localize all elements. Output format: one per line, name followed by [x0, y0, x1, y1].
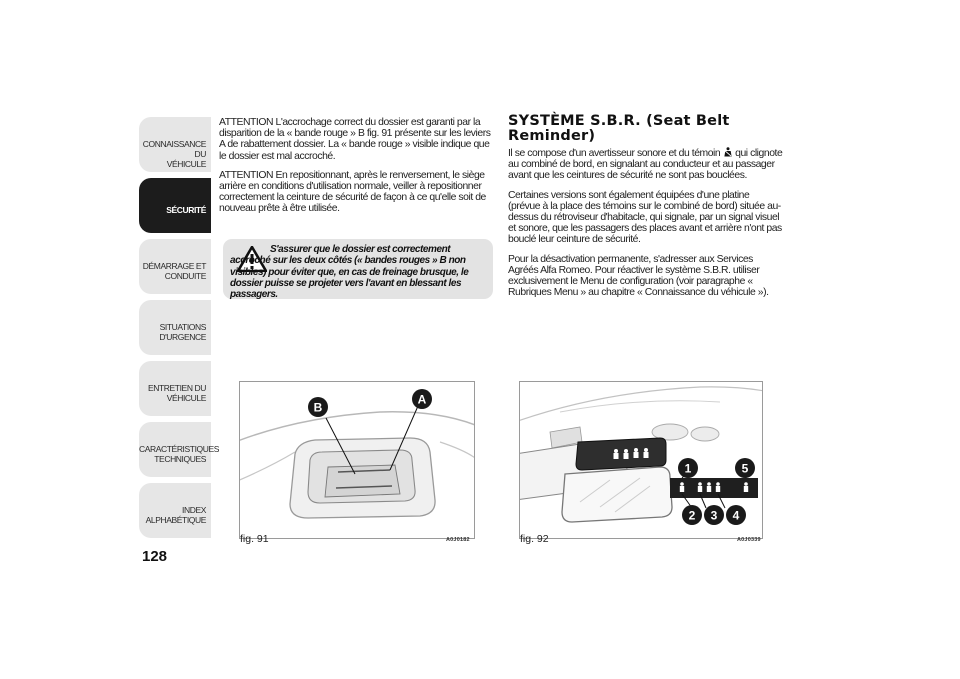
- svg-text:2: 2: [688, 508, 696, 523]
- seat-lever-illustration: [240, 382, 475, 539]
- figure-92-code: A0J0339: [737, 537, 761, 543]
- sbr-paragraph-3: Pour la désactivation permanente, s'adresser aux Services Agréés Alfa Romeo. Pour réactiver le système S.B.R. utiliser exclusivement le Menu de configuration (voir paragraphe « Rubriques Menu » au chapitre « Connaissance du véhicule »).: [508, 253, 769, 299]
- right-column: [508, 147, 783, 306]
- tab-securite[interactable]: SÉCURITÉ: [139, 178, 211, 233]
- tab-caracteristiques-techniques[interactable]: CARACTÉRISTIQUES TECHNIQUES: [139, 422, 211, 477]
- figure-91-caption: fig. 91: [240, 533, 269, 545]
- seatbelt-icon: [723, 147, 733, 157]
- section-heading: SYSTÈME S.B.R. (Seat Belt Reminder): [508, 113, 730, 144]
- attention-paragraph-1: ATTENTION L'accrochage correct du dossier est garanti par la disparition de la « bande rouge » B fig. 91 présente sur les leviers A de rabattement dossier. La « bande rouge » visible indique que le dossier est mal accroché.: [219, 117, 491, 162]
- figure-91-code: A0J0182: [446, 537, 470, 543]
- warning-box: [223, 239, 493, 299]
- figure-92: [519, 381, 763, 539]
- tab-situations-d-urgence[interactable]: SITUATIONS D'URGENCE: [139, 300, 211, 355]
- left-column: [219, 117, 495, 223]
- sbr-panel-illustration: [520, 382, 763, 539]
- svg-text:1: 1: [684, 461, 692, 476]
- tab-index-alphabetique[interactable]: INDEX ALPHABÉTIQUE: [139, 483, 211, 538]
- tab-demarrage-et-conduite[interactable]: DÉMARRAGE ET CONDUITE: [139, 239, 211, 294]
- warning-text: S'assurer que le dossier est correctement accroché sur les deux côtés (« bandes rouges » B non visibles) pour éviter que, en cas de freinage brusque, le dossier puisse se projeter vers l'avant en blessant les passagers.: [230, 244, 469, 301]
- svg-text:B: B: [313, 400, 323, 415]
- figure-92-caption: fig. 92: [520, 533, 549, 545]
- sbr-paragraph-2: Certaines versions sont également équipées d'une platine (prévue à la place des témoins sur le combiné de bord) située au-dessus du rétroviseur d'habitacle, qui signale, par un signal visuel et sonore, que les passagers des places avant et arrière n'ont pas bouclé leur ceinture de sécurité.: [508, 189, 782, 246]
- figure-91: [239, 381, 475, 539]
- svg-text:A: A: [417, 392, 427, 407]
- page-number: 128: [142, 548, 168, 565]
- sbr-paragraph-1: Il se compose d'un avertisseur sonore et du témoin qui clignote au combiné de bord, en signalant au conducteur et au passager avant que les ceintures de sécurité ne sont pas bouclées.: [508, 148, 783, 182]
- tab-connaissance-du-vehicule[interactable]: CONNAISSANCE DU VÉHICULE: [139, 117, 211, 172]
- svg-text:3: 3: [710, 508, 718, 523]
- tab-entretien-du-vehicule[interactable]: ENTRETIEN DU VÉHICULE: [139, 361, 211, 416]
- attention-paragraph-2: ATTENTION En repositionnant, après le renversement, le siège arrière en conditions d'utilisation normale, veiller à repositionner correctement la ceinture de sécurité de façon à ce qu'elle soit de nouveau prête à être utilisée.: [219, 169, 486, 215]
- svg-text:4: 4: [732, 508, 740, 523]
- svg-text:5: 5: [741, 461, 749, 476]
